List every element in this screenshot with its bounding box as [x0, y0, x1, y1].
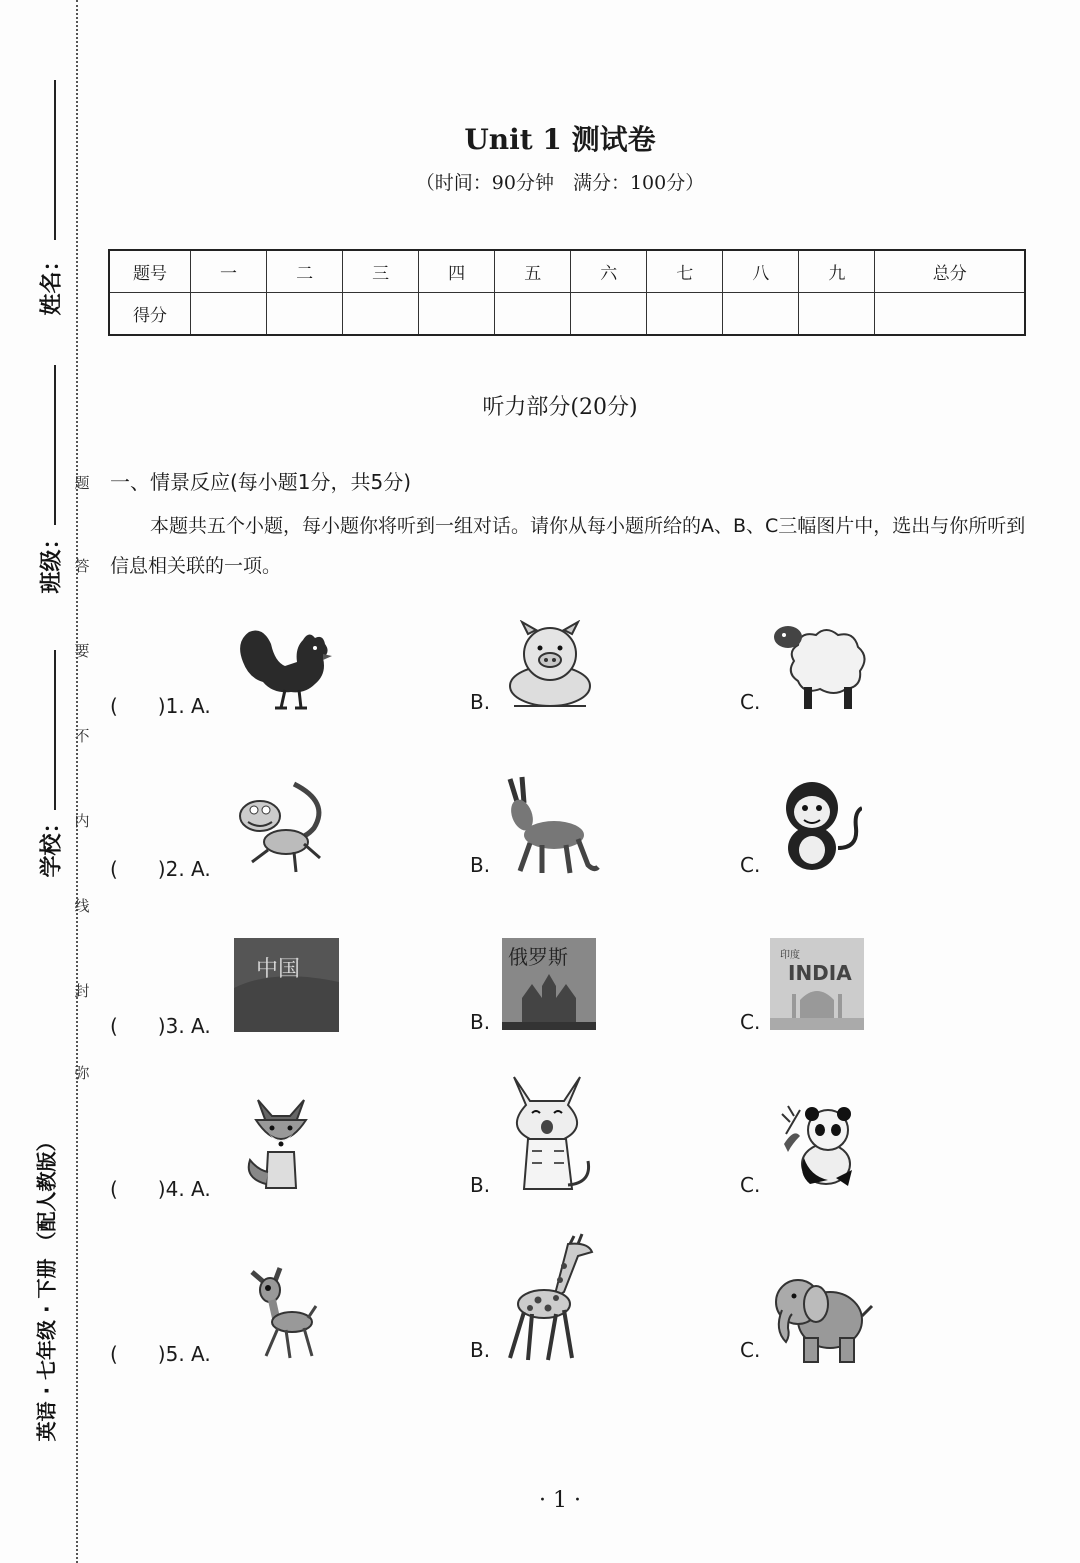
book-label: 英语 · 七年级 · 下册 （配人教版） [34, 1131, 59, 1442]
score-header-cell: 二 [267, 250, 343, 293]
option-c-label: C. [740, 853, 761, 877]
page-number: · 1 · [539, 1488, 581, 1513]
score-header-cell: 四 [419, 250, 495, 293]
india-photo-small-text: 印度 [780, 950, 800, 961]
option-b-label: B. [470, 1338, 491, 1362]
score-row-label: 得分 [109, 293, 191, 336]
monkey-icon [778, 778, 862, 874]
answer-blank-1[interactable]: ( )1. A. [110, 694, 211, 718]
answer-blank-4[interactable]: ( )4. A. [110, 1177, 211, 1201]
score-header-cell: 八 [723, 250, 799, 293]
donkey-icon [500, 775, 600, 877]
seal-char: 线 [74, 897, 90, 915]
question-instructions: 本题共五个小题，每小题你将听到一组对话。请你从每小题所给的A、B、C三幅图片中，选出与你所听到信息相关联的一项。 [110, 515, 1026, 577]
score-cell[interactable] [875, 293, 1025, 336]
score-header-cell: 三 [343, 250, 419, 293]
score-header-cell: 九 [799, 250, 875, 293]
sheep-icon [770, 615, 870, 713]
score-table [108, 249, 1026, 336]
answer-blank-2[interactable]: ( )2. A. [110, 857, 211, 881]
answer-blank-3[interactable]: ( )3. A. [110, 1014, 211, 1038]
rooster-icon [235, 622, 335, 712]
option-c-label: C. [740, 1338, 761, 1362]
score-header-row [109, 250, 1025, 293]
class-label: 班级： [39, 527, 65, 594]
seal-char: 要 [74, 642, 90, 660]
option-b-label: B. [470, 1173, 491, 1197]
seal-char: 封 [74, 982, 90, 1000]
score-header-cell: 一 [191, 250, 267, 293]
name-blank-line [54, 80, 56, 240]
seal-char: 不 [74, 727, 90, 745]
score-cell[interactable] [571, 293, 647, 336]
school-label: 学校： [39, 811, 65, 878]
page-title: Unit 1 测试卷 [464, 123, 656, 156]
score-cell[interactable] [419, 293, 495, 336]
russia-photo [502, 938, 596, 1030]
section-title: 听力部分(20分) [482, 395, 638, 420]
giraffe-icon [498, 1232, 598, 1364]
binding-dotted-line [76, 0, 78, 1563]
seal-char: 答 [74, 557, 90, 575]
name-label: 姓名： [39, 249, 65, 316]
score-cell[interactable] [799, 293, 875, 336]
score-header-cell: 六 [571, 250, 647, 293]
option-b-label: B. [470, 853, 491, 877]
seal-char: 内 [74, 812, 90, 830]
class-blank-line [54, 365, 56, 525]
option-c-label: C. [740, 1173, 761, 1197]
lizard-icon [234, 778, 336, 878]
option-b-label: B. [470, 1010, 491, 1034]
fox-icon [244, 1098, 318, 1192]
score-cell[interactable] [191, 293, 267, 336]
india-photo-text: INDIA [788, 961, 852, 985]
option-c-label: C. [740, 690, 761, 714]
score-value-row [109, 293, 1025, 336]
pig-icon [502, 620, 598, 712]
score-header-cell: 题号 [109, 250, 191, 293]
panda-icon [780, 1104, 860, 1188]
school-blank-line [54, 650, 56, 810]
option-b-label: B. [470, 690, 491, 714]
elephant-icon [770, 1270, 874, 1364]
score-header-cell: 总分 [875, 250, 1025, 293]
score-cell[interactable] [495, 293, 571, 336]
cat-icon [506, 1075, 594, 1193]
answer-blank-5[interactable]: ( )5. A. [110, 1342, 211, 1366]
question-title: 一、情景反应(每小题1分，共5分) [110, 470, 412, 494]
page-subtitle: （时间：90分钟 满分：100分） [415, 172, 705, 194]
score-cell[interactable] [343, 293, 419, 336]
seal-char: 弥 [74, 1064, 90, 1082]
score-header-cell: 七 [647, 250, 723, 293]
score-cell[interactable] [647, 293, 723, 336]
score-header-cell: 五 [495, 250, 571, 293]
china-photo-text: 中国 [256, 957, 301, 982]
option-c-label: C. [740, 1010, 761, 1034]
china-photo [234, 938, 339, 1032]
score-cell[interactable] [267, 293, 343, 336]
seal-char: 题 [74, 474, 90, 492]
russia-photo-text: 俄罗斯 [508, 945, 568, 969]
score-cell[interactable] [723, 293, 799, 336]
india-photo [770, 938, 864, 1030]
deer-icon [246, 1262, 318, 1360]
